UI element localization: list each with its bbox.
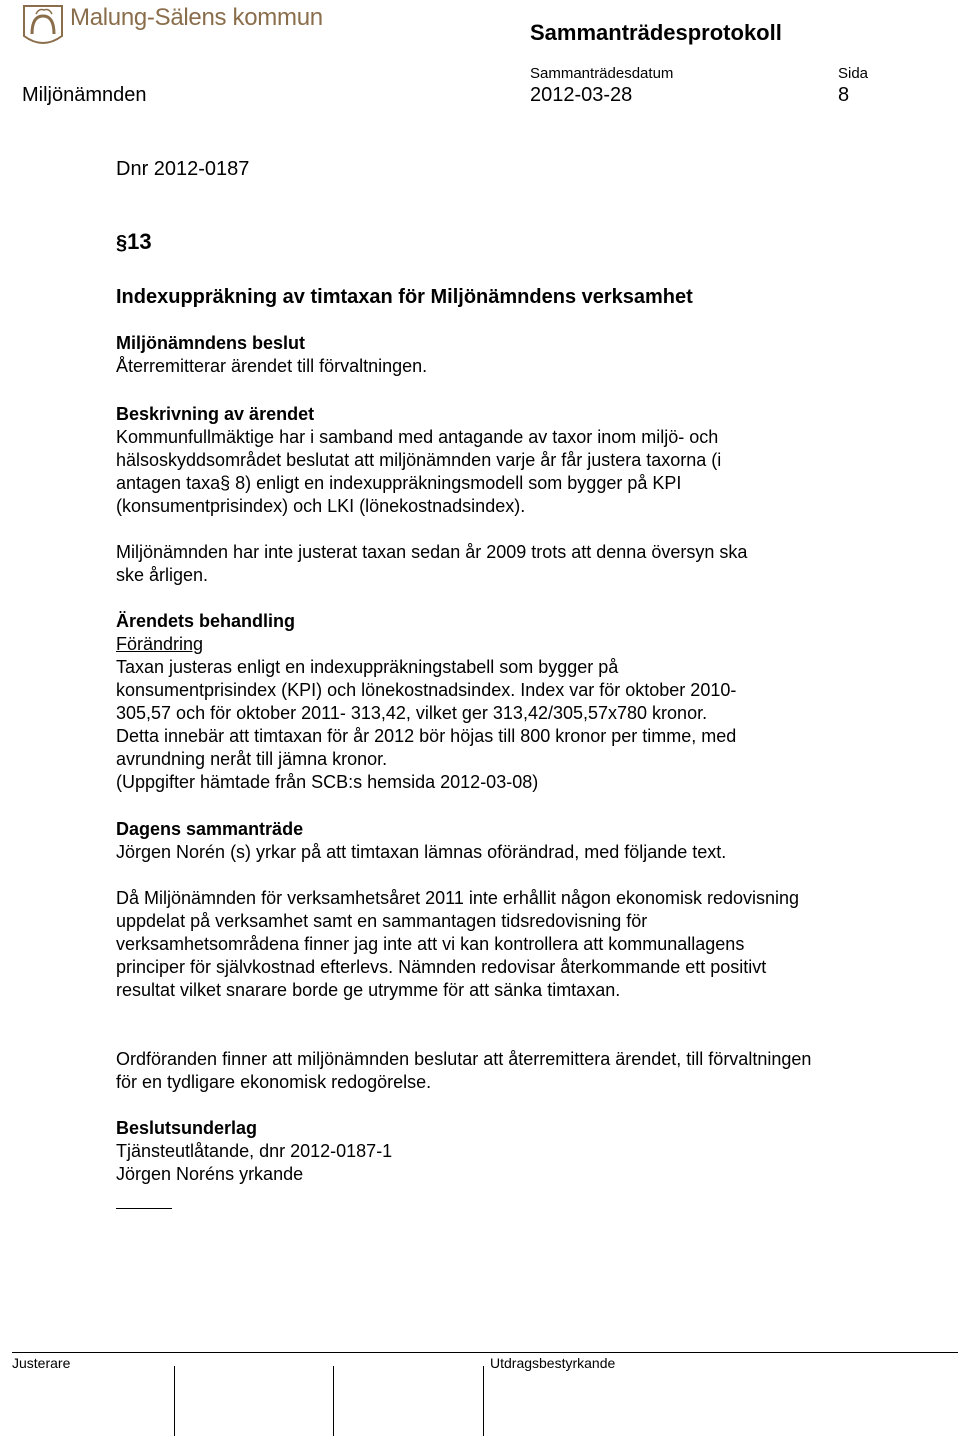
signature-box-divider xyxy=(333,1366,334,1436)
meeting-paragraph-1: Jörgen Norén (s) yrkar på att timtaxan lämnas oförändrad, med följande text. xyxy=(116,842,727,862)
footer-divider xyxy=(12,1352,958,1353)
meeting-date: 2012-03-28 xyxy=(530,84,633,106)
justerare-label: Justerare xyxy=(12,1355,71,1371)
basis-item: Tjänsteutlåtande, dnr 2012-0187-1 xyxy=(116,1141,393,1161)
page-number: 8 xyxy=(838,84,850,106)
basis-section xyxy=(116,1117,916,1186)
handling-section xyxy=(116,610,916,794)
meeting-paragraph-3: Ordföranden finner att miljönämnden beslutar att återremittera ärendet, till förvaltningen för en tydligare ekonomisk redogörelse. xyxy=(116,1049,812,1092)
page-label: Sida xyxy=(838,65,869,82)
description-paragraph-1: Kommunfullmäktige har i samband med antagande av taxor inom miljö- och hälsoskyddsområdet beslutat att miljönämnden varje år får justera taxorna (i antagen taxa§ 8) enligt en indexuppräkningsmodell som bygger på KPI (konsumentprisindex) och LKI (lönekostnadsindex). xyxy=(116,427,722,516)
decision-heading: Miljönämndens beslut xyxy=(116,333,306,353)
meeting-heading: Dagens sammanträde xyxy=(116,819,304,839)
paragraph-number: §13 xyxy=(116,229,152,254)
signature-box-divider xyxy=(174,1366,175,1436)
decision-section xyxy=(116,332,916,378)
section-sign-icon: § xyxy=(116,232,128,254)
signature-box-divider xyxy=(483,1366,484,1436)
municipality-name: Malung-Sälens kommun xyxy=(70,4,323,31)
date-label: Sammanträdesdatum xyxy=(530,65,674,82)
meeting-section xyxy=(116,818,916,864)
case-title: Indexuppräkning av timtaxan för Miljönämndens verksamhet xyxy=(116,286,693,308)
meeting-paragraph-2: Då Miljönämnden för verksamhetsåret 2011 inte erhållit någon ekonomisk redovisning uppdelat på verksamhet samt en sammantagen tidsredovisning för verksamhetsområdena finner jag inte att vi kan kontrollera att kommunallagens principer för självkostnad efterlevs. Nämnden redovisar återkommande ett positivt resultat vilket snarare borde ge utrymme för att sänka timtaxan. xyxy=(116,888,800,1000)
handling-text: Taxan justeras enligt en indexuppräkningstabell som bygger på konsumentprisindex (KPI) och lönekostnadsindex. Index var för oktober 2010- 305,57 och för oktober 2011- 313,42, vilket ger 313,42/305,57x780 kronor. Detta innebär att timtaxan för år 2012 bör höjas till 800 kronor per timme, med avrundning neråt till jämna kronor. (Uppgifter hämtade från SCB:s hemsida 2012-03-08) xyxy=(116,657,737,792)
description-paragraph-2-block xyxy=(116,541,916,587)
handling-subheading: Förändring xyxy=(116,634,204,654)
divider xyxy=(116,1208,172,1209)
utdragsbestyrkande-label: Utdragsbestyrkande xyxy=(490,1355,616,1371)
decision-text: Återremitterar ärendet till förvaltningen. xyxy=(116,356,428,376)
basis-heading: Beslutsunderlag xyxy=(116,1118,258,1138)
basis-item: Jörgen Noréns yrkande xyxy=(116,1164,304,1184)
meeting-paragraph-3-block xyxy=(116,1048,916,1094)
description-heading: Beskrivning av ärendet xyxy=(116,404,315,424)
case-number: Dnr 2012-0187 xyxy=(116,158,250,180)
description-section xyxy=(116,403,916,518)
committee-name: Miljönämnden xyxy=(22,84,147,106)
document-type: Sammanträdesprotokoll xyxy=(530,20,782,45)
meeting-paragraph-2-block xyxy=(116,887,916,1002)
description-paragraph-2: Miljönämnden har inte justerat taxan sedan år 2009 trots att denna översyn ska ske årligen. xyxy=(116,542,748,585)
handling-heading: Ärendets behandling xyxy=(116,611,296,631)
